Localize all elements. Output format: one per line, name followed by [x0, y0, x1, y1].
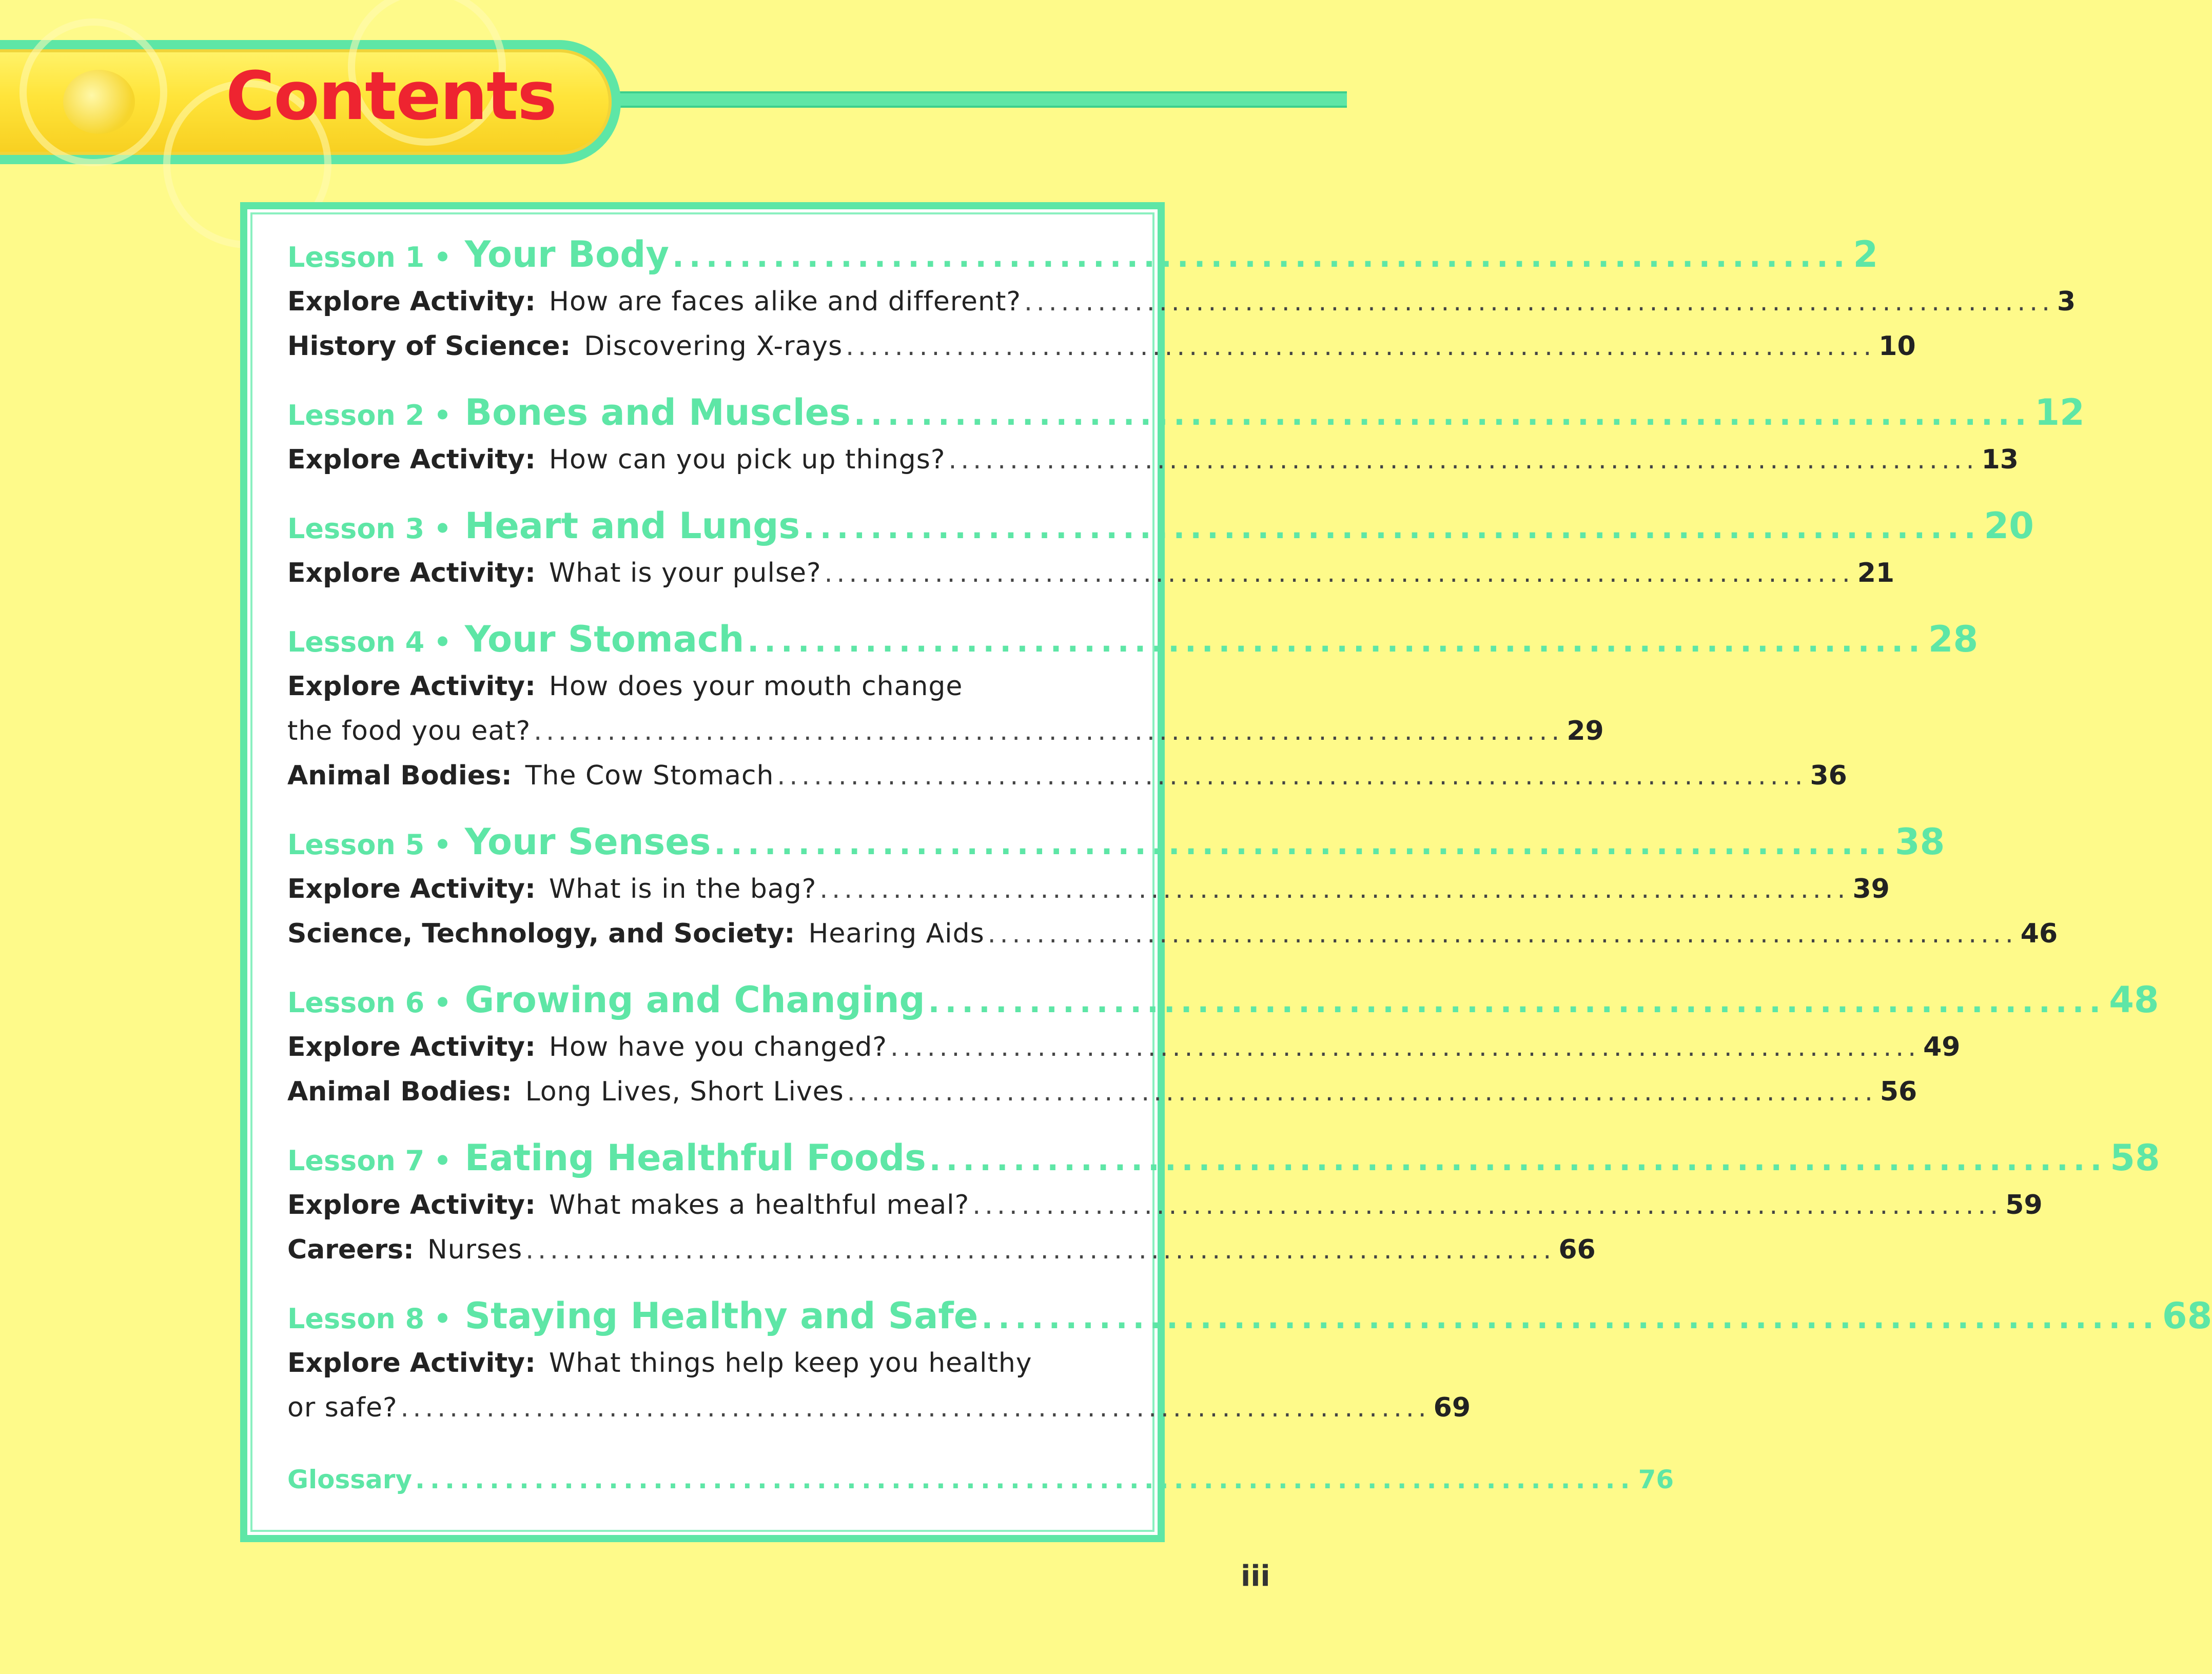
toc-subentry[interactable] [287, 1076, 1917, 1107]
header-rule [595, 91, 1347, 108]
toc-lesson-3[interactable] [287, 505, 2034, 547]
dot-leader: ...................................................................... [928, 984, 2106, 1020]
bullet-icon: • [434, 626, 452, 658]
dot-leader: .................................................................................... [1024, 287, 2054, 317]
subentry-page: 13 [1981, 444, 2019, 475]
subentry-label: Explore Activity: [287, 1190, 536, 1220]
subentry-page: 10 [1878, 331, 1916, 362]
subentry-label: Science, Technology, and Society: [287, 918, 795, 949]
toc-lesson-2[interactable] [287, 391, 2085, 434]
toc-subentry[interactable] [287, 331, 1916, 362]
subentry-label: Explore Activity: [287, 671, 536, 702]
dot-leader: ...................................................................... [714, 826, 1892, 862]
dot-leader: .................................................................................... [972, 1190, 2003, 1220]
toc-subentry[interactable] [287, 760, 1847, 791]
toc-subentry[interactable] [287, 1234, 1596, 1265]
toc-lesson-7[interactable] [287, 1137, 2160, 1179]
subentry-text: What is your pulse? [549, 558, 821, 588]
page-number: iii [1241, 1560, 1270, 1593]
lesson-label: Lesson 2 [287, 399, 425, 431]
dot-leader: ...................................................................... [672, 239, 1850, 274]
subentry-page: 36 [1810, 760, 1847, 791]
glossary-page: 76 [1638, 1465, 1674, 1494]
lesson-label: Lesson 5 [287, 829, 425, 861]
toc-subentry[interactable] [287, 286, 2076, 317]
lesson-page: 38 [1894, 821, 1945, 863]
subentry-text: What is in the bag? [549, 874, 817, 904]
lesson-label: Lesson 7 [287, 1145, 425, 1177]
dot-leader: ...................................................................... [929, 1142, 2107, 1178]
subentry-text: How does your mouth change [549, 671, 963, 702]
lesson-page: 12 [2034, 391, 2085, 434]
toc-subentry-line2[interactable] [287, 1392, 1471, 1423]
subentry-label: Animal Bodies: [287, 760, 512, 791]
toc-subentry-line2[interactable] [287, 716, 1604, 746]
lesson-title: Eating Healthful Foods [464, 1137, 926, 1179]
dot-leader: .................................................................................... [948, 445, 1979, 475]
subentry-label: Explore Activity: [287, 444, 536, 475]
dot-leader: .................................................................................... [824, 558, 1854, 588]
subentry-text: What makes a healthful meal? [549, 1190, 970, 1220]
subentry-page: 49 [1923, 1032, 1961, 1062]
lesson-label: Lesson 3 [287, 513, 425, 545]
subentry-page: 29 [1567, 716, 1604, 746]
lesson-page: 68 [2162, 1295, 2212, 1337]
dot-leader: .................................................................................... [890, 1032, 1921, 1062]
toc-subentry-line1[interactable] [287, 671, 1129, 702]
subentry-text: How have you changed? [549, 1032, 888, 1062]
dot-leader: .................................................................................. [415, 1465, 1635, 1494]
lesson-title: Growing and Changing [464, 979, 925, 1021]
lesson-title: Bones and Muscles [464, 391, 851, 434]
subentry-text: Nurses [427, 1234, 523, 1265]
toc-subentry-line1[interactable] [287, 1348, 1129, 1378]
toc-subentry[interactable] [287, 1032, 1961, 1062]
lesson-title: Heart and Lungs [464, 505, 800, 547]
dot-leader: .................................................................................... [777, 761, 1807, 791]
subentry-page: 21 [1857, 558, 1895, 588]
lesson-title: Your Stomach [464, 618, 745, 660]
subentry-text: Long Lives, Short Lives [525, 1076, 844, 1107]
lesson-label: Lesson 4 [287, 626, 425, 658]
bullet-icon: • [434, 1303, 452, 1335]
subentry-text: What things help keep you healthy [549, 1348, 1032, 1378]
toc-subentry[interactable] [287, 874, 1890, 904]
lesson-page: 2 [1853, 233, 1878, 275]
subentry-text: The Cow Stomach [525, 760, 774, 791]
toc-subentry[interactable] [287, 444, 2019, 475]
bullet-icon: • [434, 241, 452, 273]
lesson-page: 58 [2110, 1137, 2160, 1179]
subentry-label: Explore Activity: [287, 1032, 536, 1062]
toc-subentry[interactable] [287, 558, 1895, 588]
subentry-page: 3 [2057, 286, 2076, 317]
subentry-page: 59 [2005, 1190, 2043, 1220]
lesson-page: 28 [1928, 618, 1979, 660]
bullet-icon: • [434, 829, 452, 861]
lesson-page: 48 [2109, 979, 2159, 1021]
lesson-page: 20 [1984, 505, 2034, 547]
subentry-label: History of Science: [287, 331, 571, 362]
subentry-page: 69 [1433, 1392, 1471, 1423]
dot-leader: ...................................................................... [803, 510, 1981, 546]
toc-subentry[interactable] [287, 1190, 2043, 1220]
subentry-label: Careers: [287, 1234, 414, 1265]
lesson-title: Your Body [464, 233, 670, 275]
subentry-text-continued: the food you eat? [287, 716, 531, 746]
toc-glossary[interactable] [287, 1465, 1674, 1494]
glossary-label: Glossary [287, 1465, 413, 1494]
dot-leader: .................................................................................... [987, 919, 2018, 949]
subentry-text-continued: or safe? [287, 1392, 398, 1423]
subentry-text: Discovering X-rays [584, 331, 843, 362]
dot-leader: .................................................................................... [819, 874, 1850, 904]
toc-subentry[interactable] [287, 918, 2058, 949]
toc-lesson-6[interactable] [287, 979, 2159, 1021]
dot-leader: .................................................................................... [525, 1235, 1556, 1265]
toc-lesson-4[interactable] [287, 618, 1979, 660]
page-title: Contents [226, 57, 556, 135]
subentry-label: Explore Activity: [287, 874, 536, 904]
lesson-title: Your Senses [464, 821, 711, 863]
toc-lesson-8[interactable] [287, 1295, 2212, 1337]
subentry-text: How can you pick up things? [549, 444, 946, 475]
toc-lesson-5[interactable] [287, 821, 1945, 863]
subentry-label: Explore Activity: [287, 558, 536, 588]
subentry-text: Hearing Aids [808, 918, 985, 949]
dot-leader: .................................................................................... [534, 716, 1564, 746]
bullet-icon: • [434, 399, 452, 431]
dot-leader: .................................................................................... [846, 331, 1876, 361]
subentry-page: 66 [1558, 1234, 1596, 1265]
lesson-title: Staying Healthy and Safe [464, 1295, 978, 1337]
subentry-page: 46 [2020, 918, 2058, 949]
dot-leader: ...................................................................... [981, 1300, 2159, 1336]
subentry-label: Explore Activity: [287, 1348, 536, 1378]
dot-leader: .................................................................................... [847, 1077, 1877, 1107]
subentry-label: Animal Bodies: [287, 1076, 512, 1107]
subentry-label: Explore Activity: [287, 286, 536, 317]
bullet-icon: • [434, 513, 452, 545]
subentry-text: How are faces alike and different? [549, 286, 1021, 317]
dot-leader: .................................................................................... [400, 1393, 1431, 1423]
bullet-icon: • [434, 987, 452, 1019]
dot-leader: ...................................................................... [747, 623, 1925, 659]
bullet-icon: • [434, 1145, 452, 1177]
subentry-page: 39 [1852, 874, 1890, 904]
dot-leader: ...................................................................... [853, 397, 2032, 432]
lesson-label: Lesson 1 [287, 241, 425, 273]
lesson-label: Lesson 6 [287, 987, 425, 1019]
banner-decoration [63, 70, 135, 134]
subentry-page: 56 [1880, 1076, 1917, 1107]
lesson-label: Lesson 8 [287, 1303, 425, 1335]
toc-lesson-1[interactable] [287, 233, 1878, 275]
